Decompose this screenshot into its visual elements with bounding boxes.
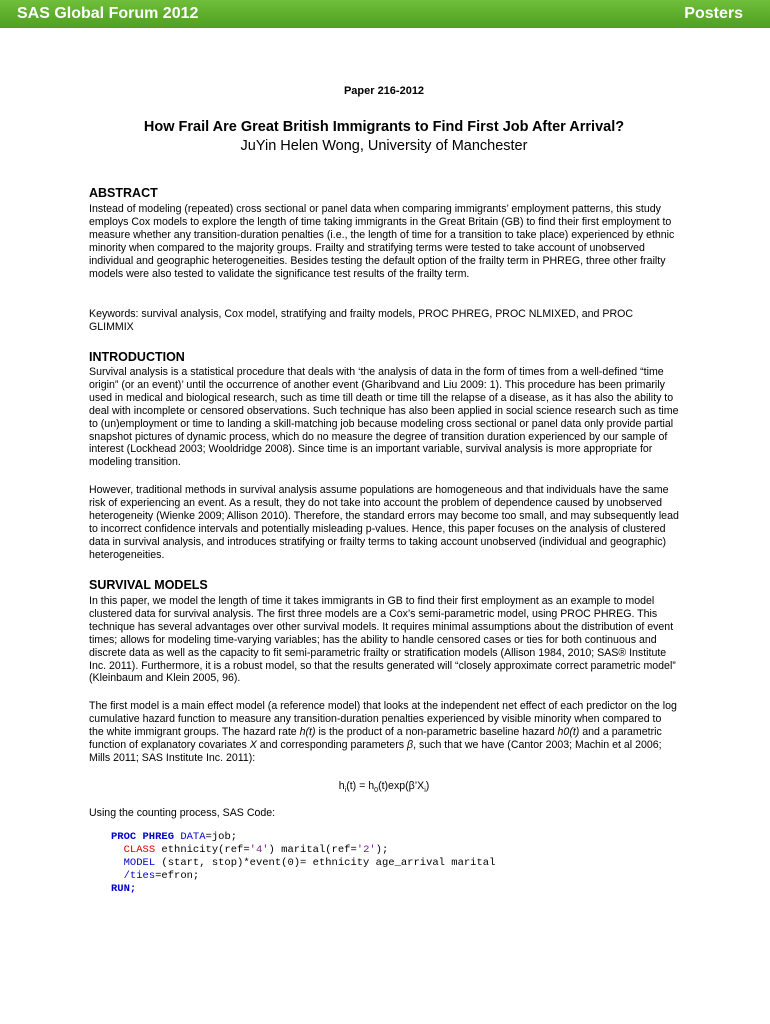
survival-models-paragraph-2: The first model is a main effect model (a reference model) that looks at the independent net effect of each predictor on the log cumulative hazard function to measure any transition-duration penalties experienced by visible minority when compared to the white immigrant groups. The hazard rate h(t) is the product of a non-parametric baseline hazard h0(t) and a parametric function of explanatory covariates X and corresponding parameters β, such that we have (Cantor 2003; Machin et al 2006; Mills 2011; SAS Institute Inc. 2011): (89, 700, 677, 764)
abstract-keywords: Keywords: survival analysis, Cox model, stratifying and frailty models, PROC PHREG, PROC NLMIXED, and PROC GLIMMIX (89, 308, 633, 333)
survival-models-paragraph-1: In this paper, we model the length of time it takes immigrants in GB to find their first employment as an example to model clustered data for survival analysis. The first three models are a Cox’s semi-parametric model, using PROC PHREG. This technique has several advantages over other survival models. It requires minimal assumptions about the distribution of event times; allows for modeling time-varying variables; has the ability to handle censored cases or ties for both continuous and discrete data as well as the capacity to fit semi-parametric frailty or stratification models (Allison 1984, 2010; SAS® Institute Inc. 2011). Furthermore, it is a robust model, so that the results generated will “closely approximate correct parametric model” (Kleinbaum and Klein 2005, 96). (89, 595, 676, 685)
introduction-paragraph-1: Survival analysis is a statistical procedure that deals with ‘the analysis of data in the form of times from a well-defined “time origin” (or an event)’ until the occurrence of another event (Gharibvand and Liu 2009: 1). This procedure has been primarily used in medical and biological research, such as time till death or time till the relapse of a disease, as it has also the ability to deal with incomplete or censored observations. Such technique has also been applied in social science research such as time to (un)employment or time to landing a skill-matching job because modeling cross sectional or panel data only provide partial snapshot pictures of dynamic process, which do no measure the degree of transition duration experienced by our sample of interest (Lockhead 2003; Wooldridge 2008). Since time is an important variable, survival analysis is more appropriate for modeling transition. (89, 366, 679, 469)
conference-name: SAS Global Forum 2012 (17, 5, 199, 22)
abstract-heading: ABSTRACT (89, 186, 158, 200)
abstract-body: Instead of modeling (repeated) cross sectional or panel data when comparing immigrants’ employment patterns, this study employs Cox models to explore the length of time taking immigrants in the Great Britain (GB) to find their first employment to measure whether any transition-duration penalties (i.e., the length of time for a transition to take place) experienced by ethnic minority when compared to the majority groups. Frailty and stratifying terms were tested to take account of unobserved individual and geographic heterogeneities. Besides testing the default option of the frailty term in PHREG, three other frailty models were also tested to validate the significance test results of the frailty term. (89, 203, 675, 280)
conference-banner (0, 0, 770, 28)
introduction-paragraph-2: However, traditional methods in survival analysis assume populations are homogeneous and that individuals have the same risk of experiencing an event. As a result, they do not take into account the problem of dependence caused by unobserved heterogeneity (Wienke 2009; Allison 2010). Therefore, the standard errors may become too small, and may subsequently lead to incorrect confidence intervals and potentially misleading p-values. Hence, this paper focuses on the analysis of clustered data in survival analysis, and introduces stratifying or frailty terms to taking account unobserved (individual and geographic) heterogeneities. (89, 484, 679, 561)
survival-models-heading: SURVIVAL MODELS (89, 578, 208, 592)
section-label: Posters (684, 5, 743, 22)
sas-code-block: PROC PHREG DATA=job; CLASS ethnicity(ref='4') marital(ref='2'); MODEL (start, stop)*event(0)= ethnicity age_arrival marital /ties=efron; RUN; (111, 831, 496, 895)
paper-title: How Frail Are Great British Immigrants to Find First Job After Arrival? (143, 119, 625, 135)
paper-author: JuYin Helen Wong, University of Manchester (240, 138, 528, 154)
introduction-heading: INTRODUCTION (89, 350, 185, 364)
code-intro: Using the counting process, SAS Code: (89, 807, 276, 819)
paper-number: Paper 216-2012 (343, 85, 425, 97)
hazard-equation: $h_i(t)$ = $h_0(t)\exp(\beta’X_i)$ (338, 780, 430, 795)
